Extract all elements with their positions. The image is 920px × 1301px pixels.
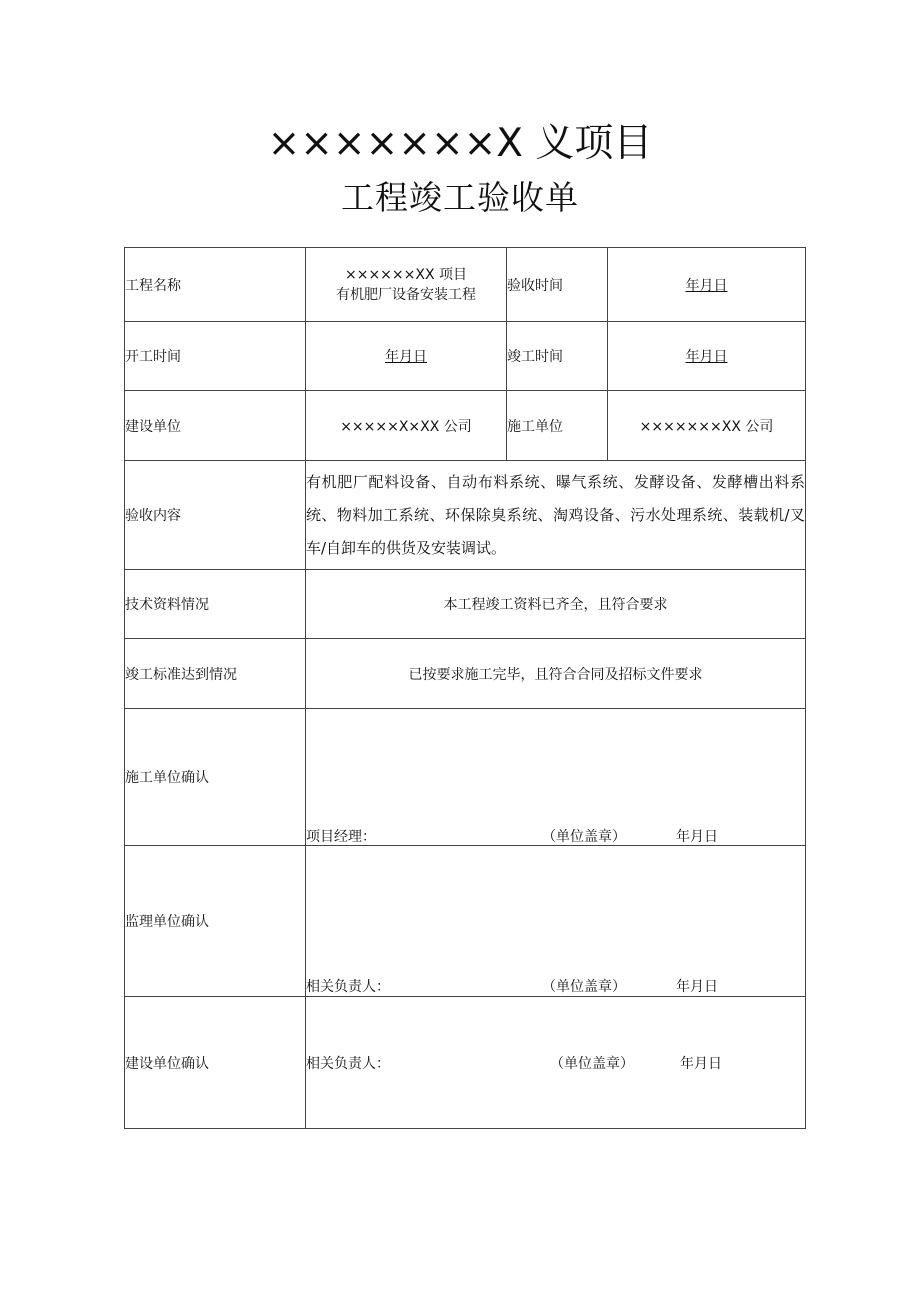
table-row [125,391,806,461]
acceptance-time-label: 验收时间 [507,248,608,322]
start-time-label: 开工时间 [125,322,306,391]
table-row [125,709,806,846]
completion-time-cell [608,322,806,391]
supervisor-confirm-label: 监理单位确认 [125,846,306,997]
owner-confirm-date: 年月日 [680,1056,722,1072]
signature-block [306,709,805,845]
supervisor-confirm-cell [306,846,806,997]
owner-confirm-seal: （单位盖章） [550,1056,634,1072]
table-row [125,248,806,322]
document-title-form: 工程竣工验收单 [341,178,579,217]
contractor-confirm-signer: 项目经理： [306,829,376,845]
signature-block [306,997,805,1128]
acceptance-content-label: 验收内容 [125,461,306,570]
tech-docs-value: 本工程竣工资料已齐全，且符合要求 [306,570,806,639]
start-time-value: 年月日 [385,349,427,365]
completion-time-label: 竣工时间 [507,322,608,391]
acceptance-time-value: 年月日 [685,277,728,294]
project-name-value [306,248,507,322]
owner-unit-label: 建设单位 [125,391,306,461]
table-row [125,997,806,1129]
table-row [125,322,806,391]
contractor-value: ×××××××XX 公司 [608,391,806,461]
supervisor-confirm-date: 年月日 [676,979,718,995]
table-row [125,639,806,709]
document-title-project: ×××××××X 义项目 [267,121,653,166]
project-name-label: 工程名称 [125,248,306,322]
owner-confirm-cell [306,997,806,1129]
standard-value: 已按要求施工完毕，且符合合同及招标文件要求 [306,639,806,709]
acceptance-time-cell [608,248,806,322]
owner-unit-value: ×××××X×XX 公司 [306,391,507,461]
start-time-cell [306,322,507,391]
table-row [125,846,806,997]
contractor-confirm-seal: （单位盖章） [542,829,626,845]
standard-label: 竣工标准达到情况 [125,639,306,709]
contractor-confirm-cell [306,709,806,846]
project-name-line1: ××××××XX 项目 [344,266,467,283]
tech-docs-label: 技术资料情况 [125,570,306,639]
contractor-confirm-label: 施工单位确认 [125,709,306,846]
signature-block [306,846,805,996]
acceptance-form-table [124,247,806,1129]
supervisor-confirm-seal: （单位盖章） [542,979,626,995]
table-row [125,461,806,570]
supervisor-confirm-signer: 相关负责人： [306,979,390,995]
owner-confirm-signer: 相关负责人： [306,1056,390,1072]
project-name-line2: 有机肥厂设备安装工程 [336,286,476,303]
contractor-confirm-date: 年月日 [676,829,718,845]
contractor-label: 施工单位 [507,391,608,461]
owner-confirm-label: 建设单位确认 [125,997,306,1129]
completion-time-value: 年月日 [685,349,728,365]
acceptance-content-value: 有机肥厂配料设备、自动布料系统、曝气系统、发酵设备、发酵槽出料系统、物料加工系统、环保除臭系统、淘鸡设备、污水处理系统、装载机/叉车/自卸车的供货及安装调试。 [306,461,806,570]
table-row [125,570,806,639]
